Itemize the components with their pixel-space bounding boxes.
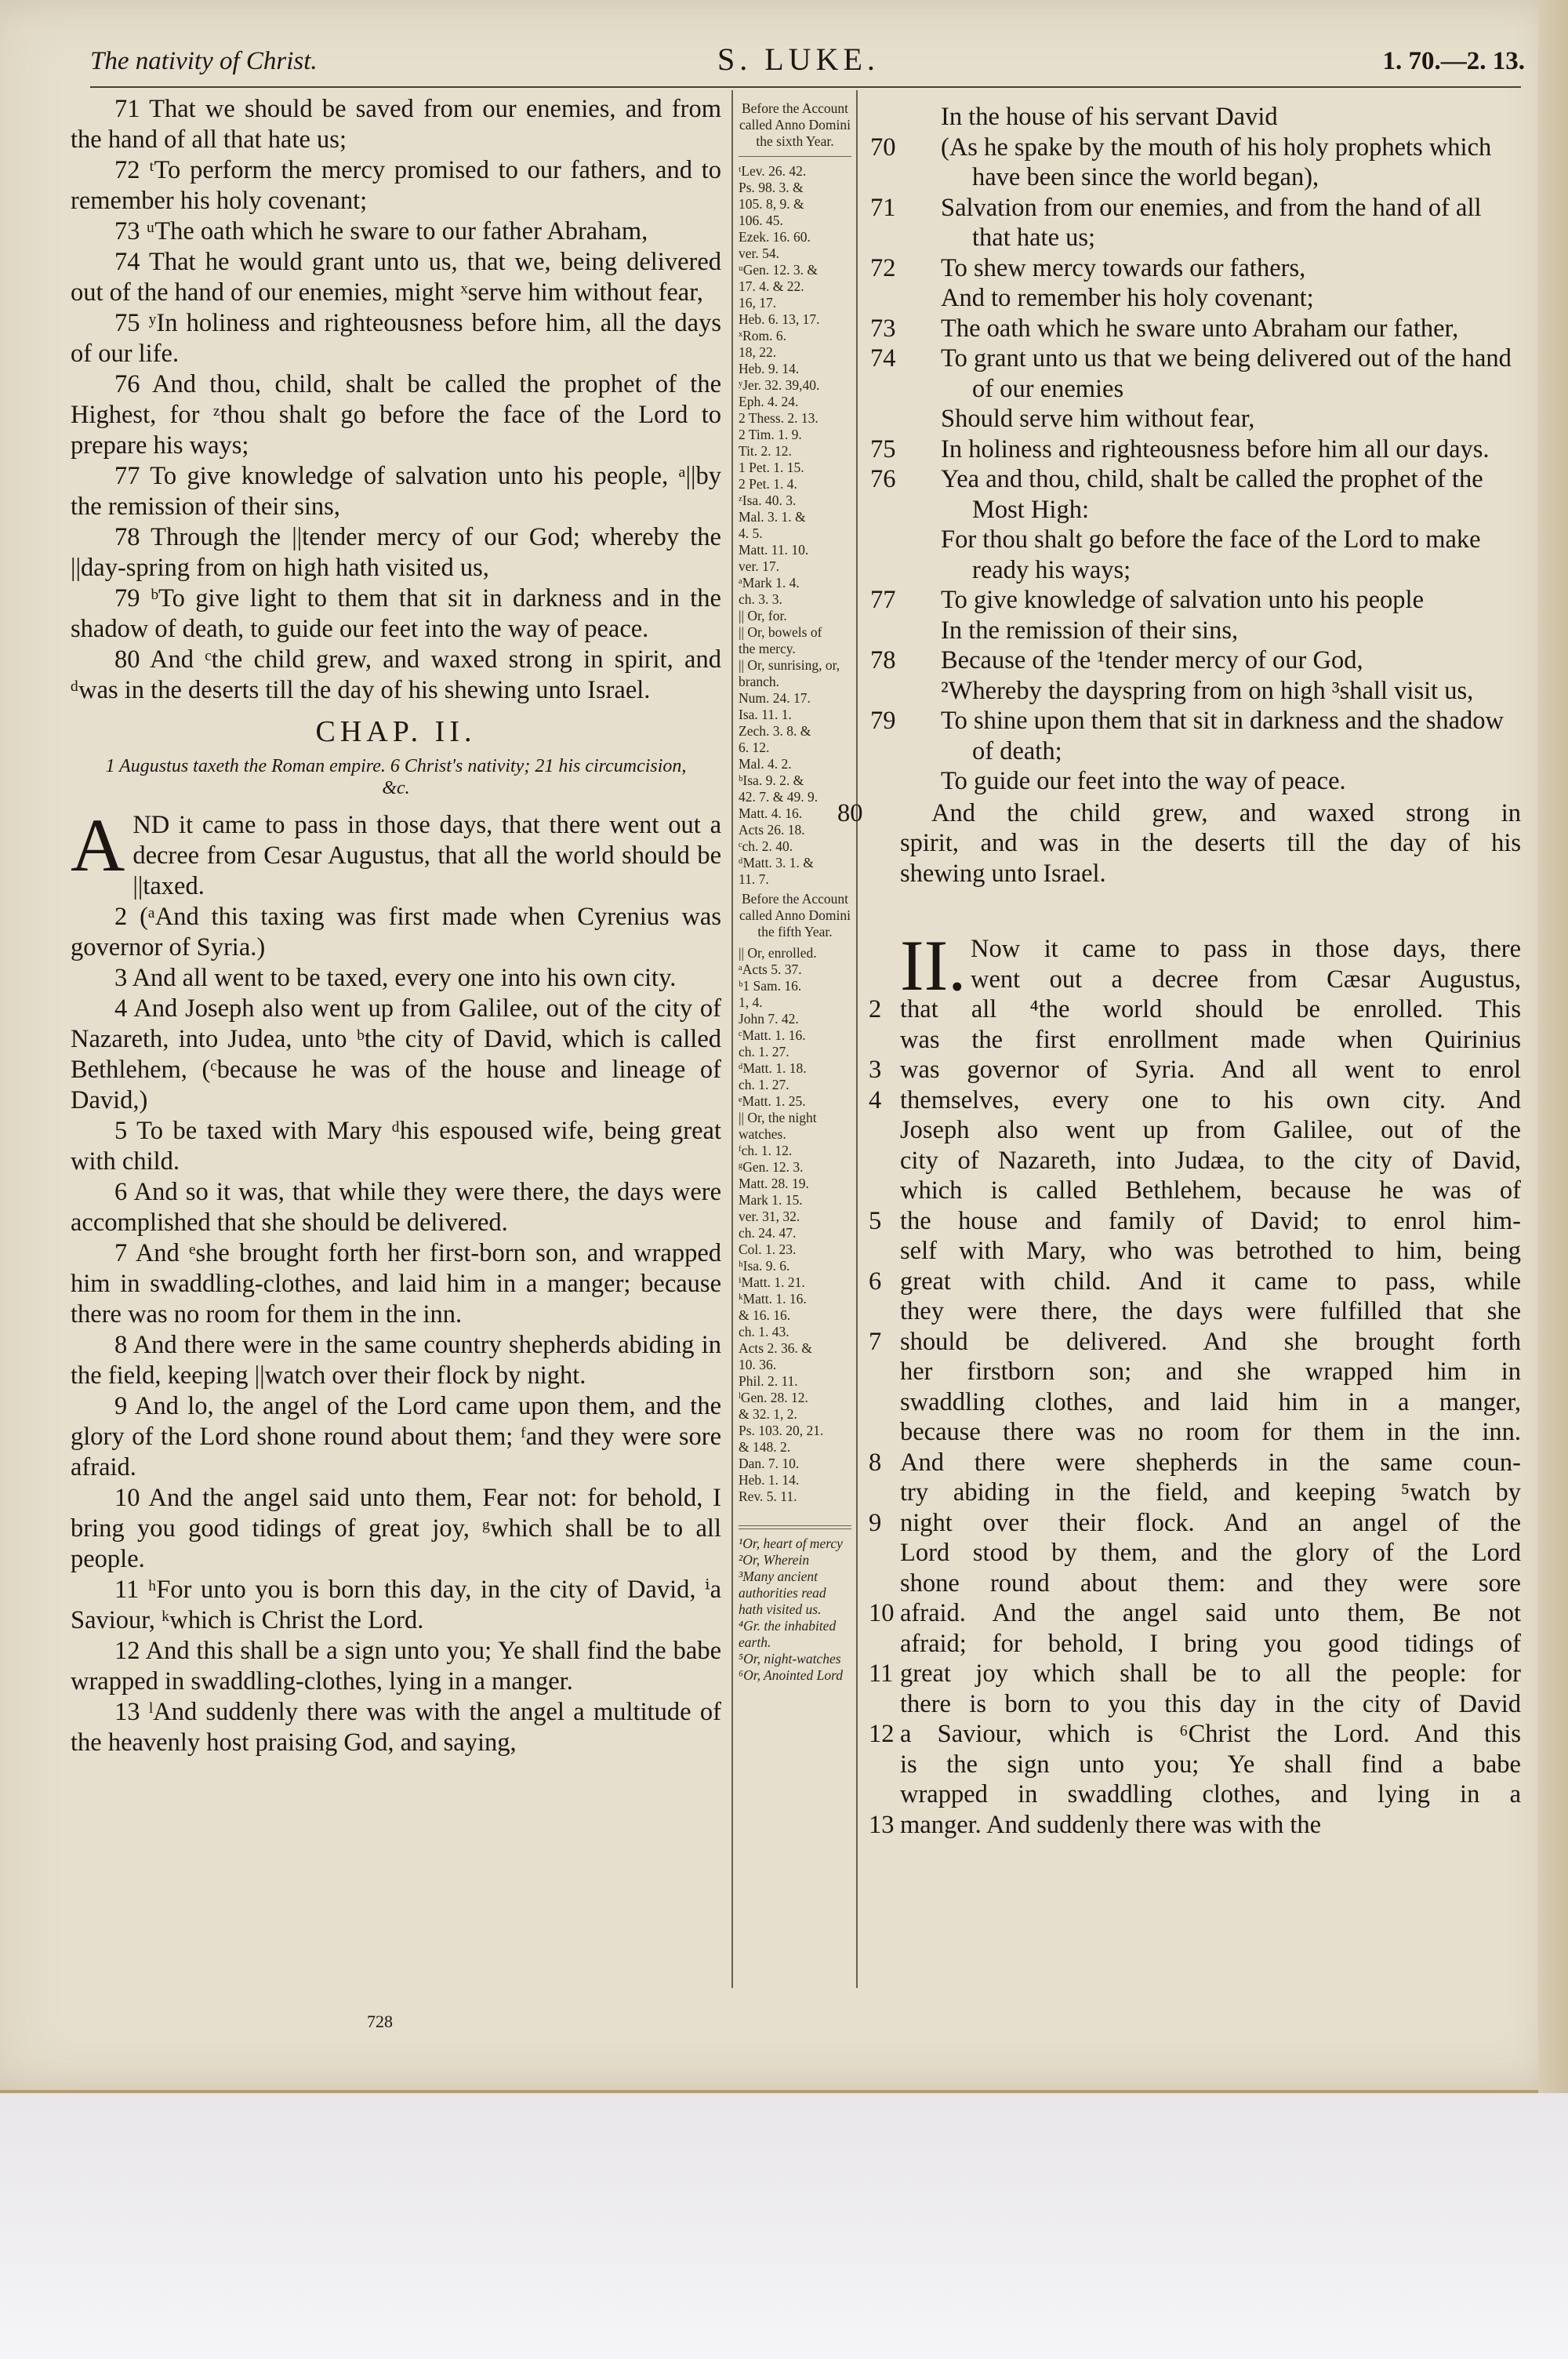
poetry-line (869, 133, 1521, 193)
verse-80-line: And the child grew, and waxed strong in (931, 798, 1521, 827)
cross-reference: Col. 1. 23. (739, 1241, 797, 1257)
cross-reference: ˣRom. 6. (739, 328, 786, 343)
prose-line (869, 1206, 1521, 1237)
verse: 73 ᵘThe oath which he sware to our father Abraham, (114, 217, 648, 245)
poetry-text: To shew mercy towards our fathers, (941, 253, 1306, 282)
cross-reference: ᵍGen. 12. 3. (739, 1159, 804, 1175)
margin-date-note: Before the Account called Anno Domini the sixth Year. (739, 100, 851, 149)
prose-line (900, 1538, 1521, 1568)
cross-reference: ᵘGen. 12. 3. & (739, 262, 818, 278)
verses-chapter-1 (71, 94, 721, 706)
prose-text: manger. And suddenly there was with the (900, 1810, 1322, 1839)
cross-reference: || Or, enrolled. (739, 945, 817, 961)
column-divider-left (731, 90, 733, 1988)
verse-1-80 (837, 798, 1521, 889)
cross-reference: Num. 24. 17. (739, 690, 811, 706)
verse-number: 3 (869, 1056, 882, 1084)
prose-text: wrapped in swaddling clothes, and lying in a (900, 1780, 1521, 1808)
cross-reference: ch. 24. 47. (739, 1225, 797, 1241)
chapter-2-prose (869, 925, 1521, 1840)
verse: 13 ˡAnd suddenly there was with the angel a multitude of the heavenly host praising God, and saying, (71, 1698, 721, 1757)
cross-reference: Zech. 3. 8. & (739, 723, 811, 739)
prose-text: there is born to you this day in the city of David (900, 1689, 1521, 1718)
verse: 71 That we should be saved from our enemies, and from the hand of all that hate us; (71, 95, 721, 154)
margin-date-note-2: Before the Account called Anno Domini the fifth Year. (739, 891, 851, 940)
prose-text: that all ⁴the world should be enrolled. This (900, 995, 1521, 1023)
verse-2-1-text: ND it came to pass in those days, that there went out a decree from Cesar Augustus, that all the world should be ||taxed. (132, 811, 721, 900)
poetry-line (869, 343, 1521, 404)
cross-reference: 2 Tim. 1. 9. (739, 427, 802, 442)
cross-reference: watches. (739, 1126, 786, 1142)
verse: 5 To be taxed with Mary ᵈhis espoused wife, being great with child. (71, 1117, 721, 1176)
prose-line (869, 1267, 1521, 1297)
verse-number: 79 (870, 707, 896, 735)
verse: 77 To give knowledge of salvation unto his people, ᵃ||by the remission of their sins, (71, 462, 721, 521)
poetry-text: In holiness and righteousness before him all our days. (941, 434, 1490, 463)
prose-text: themselves, every one to his own city. And (900, 1085, 1521, 1114)
verse: 4 And Joseph also went up from Galilee, out of the city of Nazareth, into Judea, unto ᵇthe city of David, which is called Bethlehem, (ᶜbecause he was of the house and lineage of David,) (71, 994, 721, 1114)
rv-column (837, 102, 1521, 1840)
cross-reference: ch. 1. 43. (739, 1324, 789, 1339)
verse-number: 8 (869, 1448, 882, 1477)
verse-number: 10 (869, 1599, 895, 1627)
footnote: ²Or, Wherein (739, 1552, 810, 1568)
cross-reference: || Or, sunrising, or, (739, 657, 840, 673)
poetry-text: To shine upon them that sit in darkness and the shadow of death; (941, 707, 1504, 765)
verse: 76 And thou, child, shalt be called the prophet of the Highest, for ᶻthou shalt go before the face of the Lord to prepare his ways; (71, 370, 721, 460)
cross-reference: || Or, bowels of (739, 624, 822, 640)
header-book-title: S. LUKE. (717, 42, 880, 77)
poetry-text: Should serve him without fear, (941, 405, 1255, 433)
prose-text: great with child. And it came to pass, while (900, 1267, 1521, 1296)
prose-text: Joseph also went up from Galilee, out of the (900, 1116, 1521, 1144)
prose-line (869, 1719, 1521, 1750)
poetry-line (869, 645, 1521, 676)
verse: 3 And all went to be taxed, every one into his own city. (114, 964, 677, 992)
cross-reference: Ezek. 16. 60. (739, 229, 811, 245)
verse-number: 80 (837, 798, 863, 827)
poetry-text: ²Whereby the dayspring from on high ³shall visit us, (941, 676, 1474, 705)
prose-line (900, 1387, 1521, 1418)
cross-reference: ᵏMatt. 1. 16. (739, 1291, 807, 1307)
prose-line (900, 934, 1521, 965)
verse: 7 And ᵉshe brought forth her first-born son, and wrapped him in swaddling-clothes, and laid him in a manger; because there was no room for them in the inn. (71, 1239, 721, 1329)
cross-reference: & 32. 1, 2. (739, 1406, 797, 1422)
cross-reference: ver. 31, 32. (739, 1209, 800, 1224)
prose-text: Lord stood by them, and the glory of the Lord (900, 1539, 1521, 1567)
cross-reference: 10. 36. (739, 1357, 777, 1372)
verse-number: 74 (870, 344, 896, 373)
verse: 2 (ᵃAnd this taxing was first made when Cyrenius was governor of Syria.) (71, 903, 721, 961)
poetry-line (869, 706, 1521, 766)
cross-reference: || Or, the night (739, 1110, 817, 1125)
prose-text: her firstborn son; and she wrapped him in (900, 1358, 1521, 1386)
prose-line (900, 1236, 1521, 1267)
cross-reference: ᶜMatt. 1. 16. (739, 1027, 806, 1043)
verse: 80 And ᶜthe child grew, and waxed strong in spirit, and ᵈwas in the deserts till the day of his shewing unto Israel. (71, 645, 721, 704)
prose-line (869, 1055, 1521, 1085)
kjv-column (71, 94, 721, 1758)
prose-line (869, 1327, 1521, 1358)
verse-number: 78 (870, 646, 896, 674)
poetry-line (869, 676, 1521, 707)
cross-reference: Eph. 4. 24. (739, 394, 799, 409)
verse-number: 70 (870, 133, 896, 162)
cross-reference: 105. 8, 9. & (739, 196, 804, 212)
footnote: ⁵Or, night-watches (739, 1651, 841, 1667)
prose-line (900, 1779, 1521, 1810)
cross-reference: Mal. 3. 1. & (739, 509, 806, 525)
cross-reference: ch. 1. 27. (739, 1044, 789, 1060)
poetry-text: Yea and thou, child, shalt be called the prophet of the Most High: (941, 465, 1483, 524)
prose-line (869, 1085, 1521, 1116)
cross-references-1 (739, 163, 851, 888)
poetry-line (869, 253, 1521, 284)
prose-line (900, 965, 1521, 995)
prose-text: swaddling clothes, and laid him in a manger, (900, 1387, 1521, 1416)
cross-reference: ver. 54. (739, 245, 780, 261)
margin-rule (739, 156, 851, 157)
prose-text: should be delivered. And she brought forth (900, 1327, 1521, 1356)
cross-reference: Matt. 11. 10. (739, 542, 809, 558)
verse: 6 And so it was, that while they were there, the days were accomplished that she should be delivered. (71, 1178, 721, 1237)
cross-reference: Acts 26. 18. (739, 822, 805, 838)
verse-80-line: spirit, and was in the deserts till the day of his (900, 829, 1521, 857)
poetry-line (869, 314, 1521, 344)
prose-line (900, 1296, 1521, 1327)
cross-reference: ʰIsa. 9. 6. (739, 1258, 790, 1274)
cross-reference: branch. (739, 674, 779, 689)
prose-line (900, 1689, 1521, 1720)
footnote: ⁶Or, Anointed Lord (739, 1667, 843, 1683)
poetry-text: Salvation from our enemies, and from the hand of all that hate us; (941, 193, 1482, 252)
footnote: ¹Or, heart of mercy (739, 1536, 843, 1551)
prose-text: afraid. And the angel said unto them, Be not (900, 1599, 1521, 1627)
cross-reference: Ps. 103. 20, 21. (739, 1423, 824, 1438)
chapter-title: CHAP. II. (315, 715, 477, 748)
verse-number: 4 (869, 1085, 882, 1114)
poetry-line (869, 283, 1521, 314)
cross-reference: 42. 7. & 49. 9. (739, 789, 818, 805)
poetry-text: In the remission of their sins, (941, 616, 1239, 645)
cross-reference: 6. 12. (739, 740, 770, 755)
running-header (90, 38, 1525, 85)
cross-reference: Tit. 2. 12. (739, 443, 792, 459)
poetry-line (869, 193, 1521, 253)
margin-rule-2 (739, 1525, 851, 1526)
poetry-text: Because of the ¹tender mercy of our God, (941, 646, 1363, 674)
cross-reference: Acts 2. 36. & (739, 1340, 812, 1356)
verse-2-1 (71, 803, 721, 902)
prose-line (900, 1176, 1521, 1206)
cross-reference: ver. 17. (739, 558, 780, 574)
prose-text: shone round about them: and they were sore (900, 1568, 1521, 1598)
prose-line (900, 1568, 1521, 1599)
verse-number: 75 (870, 434, 896, 463)
prose-line (869, 1508, 1521, 1539)
cross-reference: Matt. 28. 19. (739, 1176, 809, 1191)
poetry-line (869, 404, 1521, 434)
margin-rule-3 (739, 1528, 851, 1529)
poetry-text: To give knowledge of salvation unto his people (941, 586, 1425, 614)
cross-reference: 17. 4. & 22. (739, 278, 804, 294)
background-surface (0, 2093, 1568, 2359)
verse-number: 76 (870, 465, 896, 493)
verse: 8 And there were in the same country shepherds abiding in the field, keeping ||watch over their flock by night. (71, 1331, 721, 1390)
benedictus-poetry (869, 102, 1521, 797)
prose-text: night over their flock. And an angel of the (900, 1508, 1521, 1537)
poetry-line (869, 464, 1521, 525)
rv-footnotes (739, 1536, 851, 1684)
verse-number: 77 (870, 586, 896, 614)
cross-reference: 4. 5. (739, 525, 763, 541)
cross-references-2 (739, 945, 851, 1505)
prose-line (900, 1478, 1521, 1508)
poetry-text: To grant unto us that we being delivered out of the hand of our enemies (941, 344, 1512, 403)
chapter-numeral: II. (900, 925, 967, 1005)
verse-number: 72 (870, 253, 896, 282)
poetry-line (869, 434, 1521, 465)
prose-line (869, 1810, 1521, 1841)
verse-number: 71 (870, 193, 896, 222)
verse: 9 And lo, the angel of the Lord came upon them, and the glory of the Lord shone round about them; ᶠand they were sore afraid. (71, 1392, 721, 1481)
verse-number: 12 (869, 1720, 895, 1748)
prose-text: try abiding in the field, and keeping ⁵watch by (900, 1478, 1521, 1507)
cross-reference: ᵗLev. 26. 42. (739, 163, 807, 179)
cross-reference: Ps. 98. 3. & (739, 180, 804, 195)
next-page-edge (1538, 0, 1568, 2117)
prose-line (869, 1598, 1521, 1629)
header-rule (90, 86, 1521, 88)
prose-text: city of Nazareth, into Judæa, to the city of David, (900, 1146, 1521, 1175)
verse-number: 7 (869, 1327, 882, 1356)
verse: 79 ᵇTo give light to them that sit in darkness and in the shadow of death, to guide our feet into the way of peace. (71, 584, 721, 643)
prose-line (869, 1448, 1521, 1478)
cross-reference: Heb. 6. 13, 17. (739, 311, 820, 327)
cross-reference: Rev. 5. 11. (739, 1488, 797, 1504)
poetry-text: To guide our feet into the way of peace. (941, 767, 1346, 795)
cross-reference: ᶜch. 2. 40. (739, 838, 793, 854)
poetry-line (869, 766, 1521, 797)
prose-line (900, 1115, 1521, 1146)
prose-text: which is called Bethlehem, because he was of (900, 1176, 1521, 1205)
prose-line (900, 1750, 1521, 1780)
prose-text: was the first enrollment made when Quirinius (900, 1025, 1521, 1054)
cross-reference: 1 Pet. 1. 15. (739, 460, 804, 475)
footnote: ³Many ancient authorities read hath visited us. (739, 1568, 826, 1617)
header-topic: The nativity of Christ. (90, 47, 318, 75)
poetry-text: For thou shalt go before the face of the Lord to make ready his ways; (941, 525, 1481, 584)
verse: 74 That he would grant unto us, that we, being delivered out of the hand of our enemies, might ˣserve him without fear, (71, 248, 721, 307)
poetry-text: In the house of his servant David (941, 103, 1278, 131)
poetry-line (869, 525, 1521, 585)
cross-reference: ch. 1. 27. (739, 1077, 789, 1092)
prose-text: was governor of Syria. And all went to enrol (900, 1056, 1521, 1084)
prose-line (900, 1417, 1521, 1448)
verse: 12 And this shall be a sign unto you; Ye shall find the babe wrapped in swaddling-clothes, lying in a manger. (71, 1637, 721, 1696)
cross-reference: ᵈMatt. 1. 18. (739, 1060, 807, 1076)
verse-number: 9 (869, 1508, 882, 1537)
cross-reference-column (739, 100, 851, 1684)
cross-reference: ᵃMark 1. 4. (739, 575, 800, 591)
cross-reference: Mal. 4. 2. (739, 756, 792, 772)
cross-reference: Matt. 4. 16. (739, 805, 803, 821)
cross-reference: Heb. 9. 14. (739, 361, 800, 376)
poetry-line (869, 102, 1521, 133)
cross-reference: John 7. 42. (739, 1011, 799, 1027)
prose-text: is the sign unto you; Ye shall find a babe (900, 1750, 1521, 1779)
verse-number: 11 (869, 1659, 894, 1688)
prose-text: the house and family of David; to enrol him- (900, 1206, 1521, 1235)
footnote: ⁴Gr. the inhabited earth. (739, 1618, 837, 1650)
page-number: 728 (367, 2012, 393, 2031)
cross-reference: 11. 7. (739, 871, 769, 887)
cross-reference: ᵈMatt. 3. 1. & (739, 855, 814, 871)
cross-reference: 2 Pet. 1. 4. (739, 476, 797, 492)
cross-reference: & 148. 2. (739, 1439, 791, 1455)
poetry-line (869, 585, 1521, 616)
cross-reference: 106. 45. (739, 213, 783, 228)
verse-number: 2 (869, 995, 882, 1023)
prose-line (869, 1659, 1521, 1689)
prose-text: afraid; for behold, I bring you good tidings of (900, 1629, 1521, 1658)
cross-reference: ʸJer. 32. 39,40. (739, 377, 820, 393)
cross-reference: the mercy. (739, 641, 796, 656)
poetry-text: The oath which he sware unto Abraham our father, (941, 314, 1459, 343)
cross-reference: ᵇ1 Sam. 16. (739, 978, 802, 994)
prose-line (900, 1357, 1521, 1387)
cross-reference: ⁱMatt. 1. 21. (739, 1274, 805, 1290)
cross-reference: Mark 1. 15. (739, 1192, 803, 1208)
verse-80-line: shewing unto Israel. (900, 859, 1106, 888)
poetry-text: (As he spake by the mouth of his holy prophets which have been since the world began), (941, 133, 1492, 191)
cross-reference: ᵉMatt. 1. 25. (739, 1093, 806, 1109)
verse: 75 ʸIn holiness and righteousness before him, all the days of our life. (71, 309, 721, 368)
cross-reference: Isa. 11. 1. (739, 707, 792, 722)
column-divider-right (856, 90, 858, 1988)
prose-text: a Saviour, which is ⁶Christ the Lord. And this (900, 1720, 1521, 1748)
cross-reference: 2 Thess. 2. 13. (739, 410, 818, 426)
prose-text: Now it came to pass in those days, there (971, 935, 1521, 963)
verse-number: 6 (869, 1267, 882, 1296)
prose-text: great joy which shall be to all the people: for (900, 1659, 1521, 1688)
verse: 10 And the angel said unto them, Fear not: for behold, I bring you good tidings of great joy, ᵍwhich shall be to all people. (71, 1484, 721, 1573)
verse-number: 5 (869, 1206, 882, 1235)
prose-line (900, 1629, 1521, 1659)
verse: 72 ᵗTo perform the mercy promised to our fathers, and to remember his holy covenant; (71, 156, 721, 215)
chapter-summary: 1 Augustus taxeth the Roman empire. 6 Christ's nativity; 21 his circumcision, &c. (105, 756, 687, 798)
cross-reference: Dan. 7. 10. (739, 1456, 800, 1471)
cross-reference: 18, 22. (739, 344, 777, 360)
drop-cap: A (71, 803, 125, 887)
prose-text: they were there, the days were fulfilled that she (900, 1297, 1521, 1325)
cross-reference: ᶻIsa. 40. 3. (739, 493, 797, 508)
cross-reference: ˡGen. 28. 12. (739, 1390, 808, 1405)
verse-number: 73 (870, 314, 896, 343)
prose-line (869, 994, 1521, 1025)
verse: 11 ʰFor unto you is born this day, in the city of David, ⁱa Saviour, ᵏwhich is Christ the Lord. (71, 1576, 721, 1634)
prose-line (900, 1146, 1521, 1176)
cross-reference: ch. 3. 3. (739, 591, 782, 607)
poetry-text: And to remember his holy covenant; (941, 284, 1314, 312)
poetry-line (869, 616, 1521, 646)
prose-text: And there were shepherds in the same coun- (900, 1448, 1521, 1477)
prose-text: went out a decree from Cæsar Augustus, (971, 965, 1521, 994)
verse-number: 13 (869, 1810, 895, 1839)
cross-reference: Heb. 1. 14. (739, 1472, 800, 1488)
verses-chapter-2 (71, 902, 721, 1758)
cross-reference: & 16. 16. (739, 1307, 791, 1323)
cross-reference: ᶠch. 1. 12. (739, 1143, 793, 1158)
prose-text: self with Mary, who was betrothed to him, being (900, 1237, 1521, 1265)
header-verse-range: 1. 70.—2. 13. (1382, 47, 1525, 75)
cross-reference: 16, 17. (739, 295, 777, 311)
cross-reference: || Or, for. (739, 608, 787, 623)
cross-reference: Phil. 2. 11. (739, 1373, 798, 1389)
prose-text: because there was no room for them in the inn. (900, 1418, 1521, 1446)
cross-reference: 1, 4. (739, 994, 763, 1010)
verse: 78 Through the ||tender mercy of our God; whereby the ||day-spring from on high hath visited us, (71, 523, 721, 582)
prose-line (900, 1025, 1521, 1056)
cross-reference: ᵃActs 5. 37. (739, 961, 802, 977)
cross-reference: ᵇIsa. 9. 2. & (739, 772, 804, 788)
